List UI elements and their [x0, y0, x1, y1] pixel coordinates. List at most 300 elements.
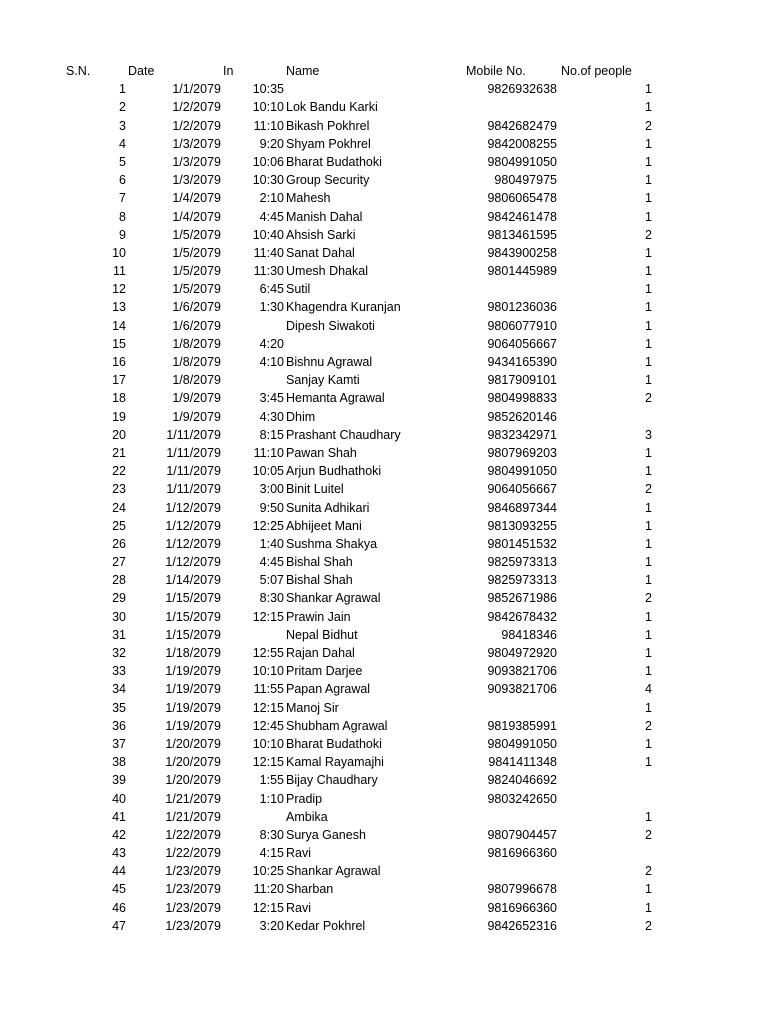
- cell-in: 6:45: [259, 282, 284, 297]
- cell-mobile: 9842652316: [487, 918, 557, 933]
- cell-mobile: 9807969203: [487, 445, 557, 460]
- cell-people: 2: [645, 827, 652, 842]
- table-row: [0, 862, 768, 880]
- cell-date: 1/6/2079: [172, 318, 221, 333]
- cell-sn: 34: [112, 682, 126, 697]
- cell-people: 1: [645, 500, 652, 515]
- cell-name: Binit Luitel: [286, 482, 344, 497]
- cell-name: Bishnu Agrawal: [286, 355, 373, 369]
- cell-name: Dhim: [286, 409, 316, 424]
- cell-sn: 41: [112, 809, 126, 824]
- header-in: In: [223, 64, 234, 78]
- cell-mobile: 9434165390: [487, 355, 557, 369]
- cell-sn: 23: [112, 482, 126, 497]
- table-row: [0, 790, 768, 808]
- cell-in: 11:10: [253, 118, 284, 133]
- cell-sn: 4: [119, 136, 126, 151]
- cell-name: Shankar Agrawal: [286, 864, 381, 879]
- header-row: [0, 62, 768, 80]
- cell-mobile: 9846897344: [487, 500, 557, 515]
- cell-date: 1/19/2079: [165, 664, 221, 679]
- cell-people: 1: [645, 300, 652, 315]
- table-row: [0, 517, 768, 535]
- cell-in: 9:50: [259, 500, 284, 515]
- cell-in: 12:25: [252, 518, 284, 533]
- table-row: [0, 117, 768, 135]
- cell-mobile: 9852620146: [487, 409, 557, 424]
- cell-in: 1:10: [259, 791, 284, 806]
- cell-sn: 40: [112, 791, 126, 806]
- cell-name: Bikash Pokhrel: [286, 118, 370, 133]
- cell-name: Ravi: [286, 846, 312, 861]
- cell-name: Surya Ganesh: [286, 827, 366, 842]
- cell-in: 10:35: [252, 82, 284, 97]
- cell-sn: 19: [112, 409, 126, 424]
- cell-people: 1: [645, 646, 652, 660]
- table-row: [0, 844, 768, 862]
- cell-sn: 42: [112, 827, 126, 842]
- cell-name: Bishal Shah: [286, 573, 353, 588]
- cell-date: 1/23/2079: [165, 864, 221, 879]
- cell-name: Umesh Dhakal: [286, 264, 368, 279]
- cell-in: 9:20: [259, 136, 284, 151]
- cell-name: Sanjay Kamti: [286, 373, 360, 388]
- cell-in: 10:30: [252, 173, 284, 188]
- cell-people: 2: [645, 391, 652, 406]
- cell-people: 1: [645, 445, 652, 460]
- table-row: [0, 899, 768, 917]
- cell-in: 5:07: [259, 573, 284, 588]
- table-row: [0, 735, 768, 753]
- cell-people: 1: [645, 809, 652, 824]
- cell-sn: 17: [112, 373, 126, 388]
- cell-name: Ambika: [286, 809, 328, 824]
- cell-sn: 13: [112, 300, 126, 315]
- cell-sn: 39: [112, 773, 126, 788]
- cell-date: 1/19/2079: [165, 700, 221, 715]
- cell-sn: 33: [112, 664, 126, 679]
- cell-date: 1/19/2079: [165, 718, 221, 733]
- cell-date: 1/23/2079: [165, 882, 221, 897]
- cell-mobile: 9852671986: [487, 591, 557, 606]
- cell-mobile: 9804991050: [487, 464, 557, 479]
- visitor-log-sheet: [0, 62, 768, 935]
- cell-in: 3:20: [259, 918, 284, 933]
- cell-mobile: 9064056667: [487, 482, 557, 497]
- cell-in: 4:10: [259, 355, 284, 369]
- cell-sn: 5: [119, 154, 126, 169]
- cell-date: 1/15/2079: [165, 627, 221, 642]
- cell-people: 1: [645, 355, 652, 369]
- cell-name: Rajan Dahal: [286, 646, 355, 660]
- cell-sn: 36: [112, 718, 126, 733]
- cell-in: 4:45: [259, 555, 284, 570]
- cell-in: 4:30: [259, 409, 284, 424]
- cell-name: Bharat Budathoki: [286, 154, 382, 169]
- table-row: [0, 608, 768, 626]
- cell-name: Pradip: [286, 791, 323, 806]
- cell-people: 2: [645, 718, 652, 733]
- cell-name: Group Security: [286, 173, 370, 188]
- table-row: [0, 335, 768, 353]
- cell-date: 1/14/2079: [165, 573, 221, 588]
- table-row: [0, 499, 768, 517]
- cell-in: 12:15: [252, 900, 284, 915]
- cell-mobile: 9842678432: [487, 609, 557, 624]
- table-row: [0, 826, 768, 844]
- cell-name: Pritam Darjee: [286, 664, 363, 679]
- cell-date: 1/8/2079: [172, 355, 221, 369]
- cell-name: Kamal Rayamajhi: [286, 755, 384, 770]
- header-people: No.of people: [561, 64, 632, 78]
- cell-in: 10:40: [252, 227, 284, 242]
- cell-mobile: 9826932638: [487, 82, 557, 97]
- cell-mobile: 9093821706: [487, 664, 557, 679]
- cell-date: 1/12/2079: [165, 518, 221, 533]
- cell-date: 1/11/2079: [166, 427, 221, 442]
- cell-people: 1: [645, 555, 652, 570]
- cell-sn: 1: [119, 82, 126, 97]
- cell-date: 1/1/2079: [172, 82, 221, 97]
- cell-sn: 16: [112, 355, 126, 369]
- cell-people: 2: [645, 227, 652, 242]
- cell-date: 1/8/2079: [172, 373, 221, 388]
- table-row: [0, 262, 768, 280]
- table-row: [0, 662, 768, 680]
- cell-name: Pawan Shah: [286, 445, 357, 460]
- cell-mobile: 9817909101: [487, 373, 557, 388]
- cell-sn: 8: [119, 209, 126, 224]
- cell-name: Sutil: [286, 282, 311, 297]
- cell-date: 1/9/2079: [172, 409, 221, 424]
- cell-name: Ravi: [286, 900, 312, 915]
- cell-date: 1/20/2079: [165, 755, 221, 770]
- header-name: Name: [286, 64, 320, 78]
- cell-in: 10:05: [252, 464, 284, 479]
- cell-mobile: 980497975: [494, 173, 557, 188]
- header-sn: S.N.: [66, 64, 91, 78]
- cell-date: 1/20/2079: [165, 773, 221, 788]
- cell-mobile: 9825973313: [487, 555, 557, 570]
- cell-sn: 14: [112, 318, 126, 333]
- cell-people: 1: [645, 900, 652, 915]
- table-row: [0, 208, 768, 226]
- cell-mobile: 9804972920: [487, 646, 557, 660]
- cell-in: 1:40: [259, 536, 284, 551]
- cell-sn: 20: [112, 427, 126, 442]
- cell-sn: 3: [119, 118, 126, 133]
- cell-mobile: 9801445989: [487, 264, 557, 279]
- cell-in: 12:45: [252, 718, 284, 733]
- cell-date: 1/15/2079: [165, 609, 221, 624]
- cell-date: 1/22/2079: [165, 827, 221, 842]
- cell-in: 10:10: [252, 736, 284, 751]
- cell-people: 1: [645, 209, 652, 224]
- table-row: [0, 444, 768, 462]
- cell-date: 1/11/2079: [166, 464, 221, 479]
- cell-mobile: 9842682479: [487, 118, 557, 133]
- cell-people: 1: [645, 664, 652, 679]
- cell-name: Arjun Budhathoki: [286, 464, 382, 479]
- cell-people: 1: [645, 336, 652, 351]
- table-row: [0, 808, 768, 826]
- cell-date: 1/5/2079: [172, 282, 221, 297]
- cell-mobile: 9816966360: [487, 900, 557, 915]
- cell-name: Bijay Chaudhary: [286, 773, 378, 788]
- table-row: [0, 589, 768, 607]
- table-row: [0, 462, 768, 480]
- cell-people: 1: [645, 82, 652, 97]
- table-row: [0, 626, 768, 644]
- cell-date: 1/11/2079: [166, 445, 221, 460]
- cell-date: 1/12/2079: [165, 500, 221, 515]
- cell-people: 1: [645, 136, 652, 151]
- cell-name: Dipesh Siwakoti: [286, 318, 375, 333]
- cell-sn: 18: [112, 391, 126, 406]
- cell-people: 1: [645, 573, 652, 588]
- cell-date: 1/3/2079: [172, 136, 221, 151]
- cell-date: 1/6/2079: [172, 300, 221, 315]
- cell-in: 8:30: [259, 591, 284, 606]
- cell-name: Manish Dahal: [286, 209, 363, 224]
- cell-people: 2: [645, 118, 652, 133]
- cell-in: 8:30: [259, 827, 284, 842]
- cell-in: 4:20: [259, 336, 284, 351]
- table-row: [0, 408, 768, 426]
- cell-sn: 29: [112, 591, 126, 606]
- table-row: [0, 244, 768, 262]
- table-row: [0, 317, 768, 335]
- cell-mobile: 9807904457: [487, 827, 557, 842]
- table-row: [0, 699, 768, 717]
- cell-in: 3:45: [259, 391, 284, 406]
- cell-mobile: 9843900258: [487, 245, 557, 260]
- cell-people: 1: [645, 264, 652, 279]
- table-row: [0, 917, 768, 935]
- cell-mobile: 9803242650: [487, 791, 557, 806]
- cell-mobile: 9801236036: [487, 300, 557, 315]
- cell-date: 1/15/2079: [165, 591, 221, 606]
- cell-sn: 38: [112, 755, 126, 770]
- cell-people: 1: [645, 245, 652, 260]
- cell-name: Khagendra Kuranjan: [286, 300, 401, 315]
- cell-people: 1: [645, 373, 652, 388]
- cell-sn: 31: [112, 627, 126, 642]
- cell-date: 1/11/2079: [166, 482, 221, 497]
- table-row: [0, 753, 768, 771]
- table-row: [0, 553, 768, 571]
- table-row: [0, 135, 768, 153]
- cell-people: 1: [645, 173, 652, 188]
- cell-sn: 12: [112, 282, 126, 297]
- cell-name: Sharban: [286, 882, 334, 897]
- cell-sn: 32: [112, 646, 126, 660]
- cell-name: Shyam Pokhrel: [286, 136, 371, 151]
- cell-sn: 21: [112, 445, 126, 460]
- cell-in: 2:10: [259, 191, 284, 206]
- cell-name: Bharat Budathoki: [286, 736, 382, 751]
- cell-people: 1: [645, 518, 652, 533]
- cell-date: 1/5/2079: [172, 264, 221, 279]
- header-mobile: Mobile No.: [466, 64, 526, 78]
- cell-sn: 28: [112, 573, 126, 588]
- cell-date: 1/23/2079: [165, 900, 221, 915]
- cell-date: 1/23/2079: [165, 918, 221, 933]
- cell-date: 1/21/2079: [165, 809, 221, 824]
- cell-sn: 46: [112, 900, 126, 915]
- table-row: [0, 644, 768, 662]
- cell-date: 1/22/2079: [165, 846, 221, 861]
- cell-sn: 25: [112, 518, 126, 533]
- table-row: [0, 717, 768, 735]
- table-row: [0, 98, 768, 116]
- cell-name: Ahsish Sarki: [286, 227, 356, 242]
- table-row: [0, 880, 768, 898]
- cell-name: Shankar Agrawal: [286, 591, 381, 606]
- cell-in: 4:45: [259, 209, 284, 224]
- cell-people: 1: [645, 100, 652, 115]
- cell-sn: 26: [112, 536, 126, 551]
- cell-in: 12:55: [252, 646, 284, 660]
- table-row: [0, 171, 768, 189]
- cell-date: 1/3/2079: [172, 173, 221, 188]
- cell-sn: 35: [112, 700, 126, 715]
- table-row: [0, 680, 768, 698]
- cell-sn: 45: [112, 882, 126, 897]
- cell-sn: 2: [119, 100, 126, 115]
- cell-people: 1: [645, 536, 652, 551]
- cell-date: 1/21/2079: [165, 791, 221, 806]
- cell-people: 1: [645, 464, 652, 479]
- cell-people: 1: [645, 609, 652, 624]
- cell-date: 1/2/2079: [172, 100, 221, 115]
- cell-sn: 24: [112, 500, 126, 515]
- cell-mobile: 9816966360: [487, 846, 557, 861]
- cell-name: Sushma Shakya: [286, 536, 378, 551]
- cell-mobile: 9841411348: [488, 755, 557, 770]
- table-row: [0, 426, 768, 444]
- table-row: [0, 153, 768, 171]
- table-row: [0, 571, 768, 589]
- cell-sn: 9: [119, 227, 126, 242]
- cell-in: 10:25: [252, 864, 284, 879]
- data-rows: [0, 80, 768, 935]
- cell-name: Papan Agrawal: [286, 682, 371, 697]
- cell-mobile: 9824046692: [487, 773, 557, 788]
- cell-people: 1: [645, 700, 652, 715]
- cell-name: Shubham Agrawal: [286, 718, 388, 733]
- cell-people: 3: [645, 427, 652, 442]
- cell-sn: 27: [112, 555, 126, 570]
- table-row: [0, 353, 768, 371]
- cell-in: 10:06: [252, 154, 284, 169]
- cell-people: 1: [645, 282, 652, 297]
- cell-sn: 47: [112, 918, 126, 933]
- cell-date: 1/12/2079: [165, 536, 221, 551]
- cell-name: Sanat Dahal: [286, 245, 355, 260]
- cell-people: 2: [645, 918, 652, 933]
- cell-people: 1: [645, 191, 652, 206]
- cell-people: 1: [645, 882, 652, 897]
- cell-date: 1/20/2079: [165, 736, 221, 751]
- cell-name: Abhijeet Mani: [286, 518, 362, 533]
- cell-mobile: 9064056667: [487, 336, 557, 351]
- table-row: [0, 771, 768, 789]
- cell-mobile: 9093821706: [487, 682, 557, 697]
- cell-people: 1: [645, 736, 652, 751]
- cell-in: 11:55: [253, 682, 284, 697]
- cell-people: 2: [645, 864, 652, 879]
- cell-in: 11:10: [253, 445, 284, 460]
- table-row: [0, 371, 768, 389]
- cell-in: 11:20: [253, 882, 284, 897]
- cell-date: 1/5/2079: [172, 245, 221, 260]
- cell-date: 1/2/2079: [172, 118, 221, 133]
- cell-date: 1/12/2079: [165, 555, 221, 570]
- cell-mobile: 98418346: [501, 627, 557, 642]
- table-row: [0, 80, 768, 98]
- cell-in: 11:30: [253, 264, 284, 279]
- cell-people: 4: [645, 682, 652, 697]
- cell-in: 11:40: [253, 245, 284, 260]
- cell-sn: 7: [119, 191, 126, 206]
- cell-mobile: 9804998833: [487, 391, 557, 406]
- cell-sn: 22: [112, 464, 126, 479]
- cell-mobile: 9804991050: [487, 736, 557, 751]
- cell-in: 12:15: [252, 755, 284, 770]
- cell-mobile: 9804991050: [487, 154, 557, 169]
- cell-people: 1: [645, 755, 652, 770]
- cell-mobile: 9801451532: [487, 536, 557, 551]
- table-row: [0, 535, 768, 553]
- cell-people: 2: [645, 591, 652, 606]
- cell-in: 3:00: [259, 482, 284, 497]
- cell-in: 8:15: [259, 427, 284, 442]
- cell-date: 1/5/2079: [172, 227, 221, 242]
- cell-sn: 30: [112, 609, 126, 624]
- cell-mobile: 9813093255: [487, 518, 557, 533]
- table-row: [0, 226, 768, 244]
- cell-name: Prashant Chaudhary: [286, 427, 401, 442]
- header-date: Date: [128, 64, 155, 78]
- cell-sn: 37: [112, 736, 126, 751]
- table-row: [0, 480, 768, 498]
- cell-name: Kedar Pokhrel: [286, 918, 366, 933]
- cell-name: Sunita Adhikari: [286, 500, 370, 515]
- cell-sn: 11: [113, 264, 126, 279]
- cell-mobile: 9806077910: [487, 318, 557, 333]
- cell-in: 12:15: [252, 609, 284, 624]
- cell-mobile: 9825973313: [487, 573, 557, 588]
- cell-name: Hemanta Agrawal: [286, 391, 385, 406]
- cell-mobile: 9832342971: [487, 427, 557, 442]
- cell-people: 1: [645, 154, 652, 169]
- cell-mobile: 9842461478: [487, 209, 557, 224]
- cell-sn: 6: [119, 173, 126, 188]
- cell-sn: 43: [112, 846, 126, 861]
- table-row: [0, 298, 768, 316]
- cell-sn: 44: [112, 864, 126, 879]
- cell-name: Bishal Shah: [286, 555, 353, 570]
- table-row: [0, 189, 768, 207]
- cell-sn: 15: [112, 336, 126, 351]
- cell-sn: 10: [112, 245, 126, 260]
- cell-in: 1:30: [259, 300, 284, 315]
- cell-date: 1/3/2079: [172, 154, 221, 169]
- cell-in: 1:55: [259, 773, 284, 788]
- cell-in: 10:10: [252, 664, 284, 679]
- cell-date: 1/18/2079: [165, 646, 221, 660]
